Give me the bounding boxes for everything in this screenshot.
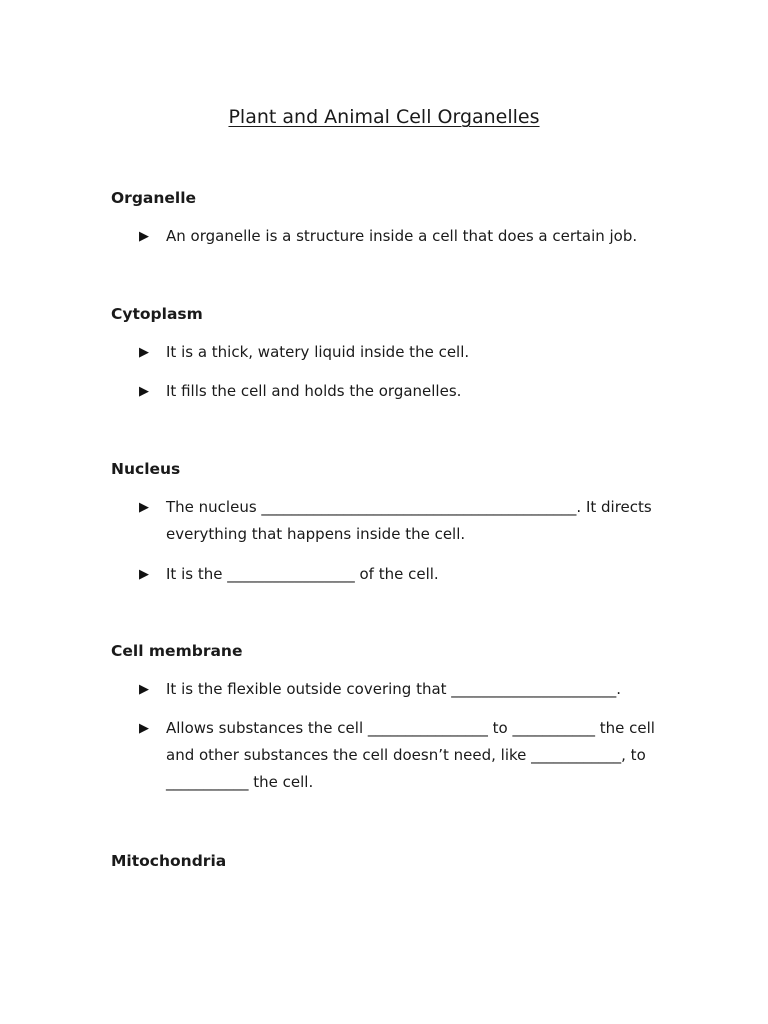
bullet-text: It fills the cell and holds the organelles. [166,382,462,400]
right-triangle-arrow-icon: ▶ [139,384,149,399]
section-heading-mitochondria: Mitochondria [111,852,227,870]
bullet-text: The nucleus __________________________________________. It directs everything that happens inside the cell. [166,498,652,543]
bullet-text: It is the flexible outside covering that ______________________. [166,680,622,698]
page-title [0,105,768,129]
page-title-text: Plant and Animal Cell Organelles [228,106,540,128]
bullet-item [139,715,659,796]
bullet-text: An organelle is a structure inside a cell that does a certain job. [166,227,638,245]
right-triangle-arrow-icon: ▶ [139,721,149,736]
right-triangle-arrow-icon: ▶ [139,567,149,582]
bullet-item [139,223,659,250]
right-triangle-arrow-icon: ▶ [139,682,149,697]
bullet-item [139,339,659,366]
bullet-text: Allows substances the cell ________________ to ___________ the cell and other substances the cell doesn’t need, like ____________, to ___________ the cell. [166,719,655,791]
bullet-item [139,676,659,703]
section-heading-cytoplasm: Cytoplasm [111,305,203,323]
bullet-item [139,561,659,588]
section-heading-nucleus: Nucleus [111,460,181,478]
bullet-text: It is a thick, watery liquid inside the cell. [166,343,470,361]
bullet-item [139,494,659,548]
section-heading-organelle: Organelle [111,189,197,207]
right-triangle-arrow-icon: ▶ [139,345,149,360]
right-triangle-arrow-icon: ▶ [139,229,149,244]
right-triangle-arrow-icon: ▶ [139,500,149,515]
bullet-item [139,378,659,405]
bullet-text: It is the _________________ of the cell. [166,565,439,583]
section-heading-cell-membrane: Cell membrane [111,642,243,660]
